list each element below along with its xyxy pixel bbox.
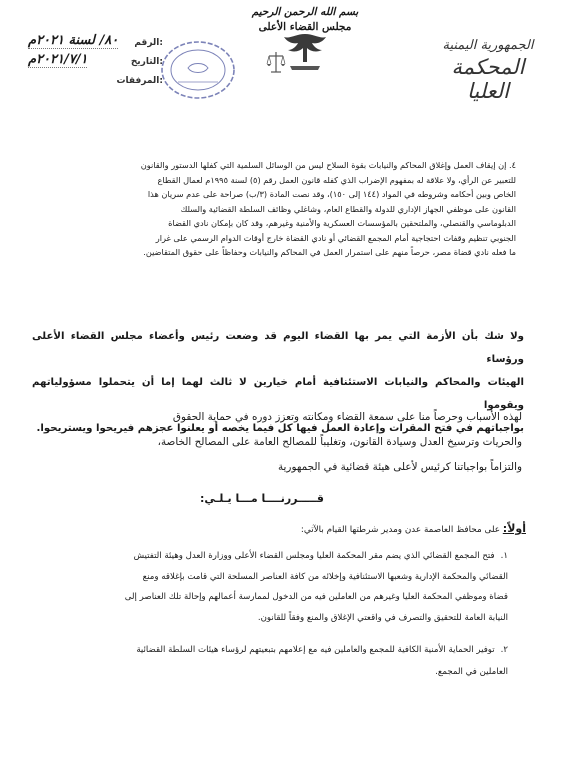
- country-name: الجمهورية اليمنية: [442, 38, 534, 53]
- text-line: القانون على موظفي الجهاز الإداري للدولة والقطاع العام، وشاغلي وظائف السلطة القضائية والسلك: [180, 203, 516, 214]
- attachments-row: [28, 72, 163, 91]
- text-line: ٤. إن إيقاف العمل وإغلاق المحاكم والنيابات بقوة السلاح ليس من الوسائل السلمية التي كفلها الدستور والقانون: [140, 160, 516, 170]
- decision-heading: قـــــررنــــا مـــا يـلـي:: [199, 492, 325, 505]
- text-line: قضاة وموظفي المحكمة العليا وغيرهم من العاملين فيه من الدخول لممارسة أعمالهم وإحالة تلك العناصر إلى: [124, 592, 508, 602]
- ref-number-label: الرقم:: [134, 38, 163, 48]
- attachments-label: المرفقات:: [116, 76, 163, 86]
- text-line: لهذه الأسباب وحرصاً منا على سمعة القضاء ومكانته وتعزز دوره في حماية الحقوق: [172, 411, 522, 423]
- ref-number-value: ٨٠/ لسنة ٢٠٢١م: [28, 33, 119, 48]
- text-line: العاملين في المجمع.: [435, 667, 508, 677]
- item-2-line-1: [32, 639, 508, 661]
- text-line: ولا شك بأن الأزمة التي يمر بها القضاء اليوم قد وضعت رئيس وأعضاء مجلس القضاء الأعلى ورؤساء: [32, 331, 524, 365]
- text-line: النيابة العامة للتحقيق والتصرف في واقعتي الإغلاق والمنع وفقاً للقانون.: [257, 612, 508, 623]
- item-2-number: ٢.: [500, 645, 508, 655]
- council-name: مجلس القضاء الأعلى: [258, 21, 352, 33]
- text-line: والتزاماً بواجباتنا كرئيس لأعلى هيئة قضائية في الجمهورية: [277, 461, 522, 473]
- date-value: ٢٠٢١/٧/١م: [28, 52, 88, 67]
- first-clause: [32, 522, 526, 535]
- basmala: بسم الله الرحمن الرحيم: [251, 6, 359, 18]
- item-2: [32, 639, 508, 683]
- court-name: المحكمة العليا: [451, 55, 525, 103]
- text-line: والحريات وترسيخ العدل وسيادة القانون، وتغليباً للمصالح العامة على المصالح الخاصة،: [157, 436, 522, 448]
- text-line: للتعبير عن الرأي، ولا علاقة له بمفهوم الإضراب الذي كفله قانون العمل رقم (٥) لسنة ١٩٩٥م لعمال القطاع: [157, 174, 516, 185]
- item-1-number: ١.: [500, 551, 508, 561]
- national-emblem: [250, 6, 360, 82]
- text-line: ما فعله نادي قضاة مصر، حرصاً منهم على استمرار العمل في المحاكم والنيابات وحفاظاً على حقوق المتقاضين.: [143, 247, 516, 257]
- point-4-paragraph: [32, 158, 516, 260]
- stamp-seal-icon: [158, 38, 238, 102]
- first-clause-text: على محافظ العاصمة عدن ومدير شرطتها القيام بالآتي:: [300, 525, 500, 535]
- ink-stamp: [158, 38, 238, 102]
- item-1: [32, 546, 508, 628]
- first-ordinal: أولاً:: [502, 522, 526, 535]
- reference-block: [28, 34, 163, 91]
- text-line: الجنوبي تنظيم وقفات احتجاجية أمام المجمع القضائي أو نادي القضاة خارج أوقات الدوام الرسمي على غرار: [155, 232, 516, 243]
- date-row: [28, 53, 163, 72]
- item-1-line-1: [32, 546, 508, 567]
- ref-number-row: [28, 34, 163, 53]
- text-line: الخاص وبين أحكامه وشروطه في المواد (١٤٤ إلى ١٥٠)، وقد نصت المادة (٣/ب) صراحة على عدم سريان هذا: [147, 189, 516, 199]
- text-line: القضائي والمحكمة الإدارية وشعبها الاستئنافية وإخلائه من كافة العناصر المسلحة التي قامت بإغلاقه ومنع: [142, 571, 508, 582]
- text-line: الدبلوماسي والقنصلي، والملتحقين بالمؤسسات العسكرية والأمنية وغيرهم، وقد كان بإمكان نادي القضاة: [168, 218, 516, 228]
- letterhead-right: [428, 38, 548, 103]
- text-line: الهيئات والمحاكم والنيابات الاستئنافية أمام خيارين لا ثالث لهما إما أن يتحملوا مسؤولياتهم ويقوموا: [32, 377, 524, 411]
- reasons-paragraph: [32, 405, 522, 480]
- date-label: التاريخ:: [130, 57, 163, 67]
- text-line: توفير الحماية الأمنية الكافية للمجمع والعاملين فيه مع إعلامهم بتبعيتهم لرؤساء هيئات السلطة القضائية: [136, 645, 495, 655]
- text-line: فتح المجمع القضائي الذي يضم مقر المحكمة العليا ومجلس القضاء الأعلى ووزارة العدل وهيئة التفتيش: [133, 551, 495, 561]
- text-line: بواجباتهم في فتح المقرات وإعادة العمل فيها كل فيما يخصه أو يعلنوا عجزهم فيريحوا ويستريحوا.: [36, 423, 524, 434]
